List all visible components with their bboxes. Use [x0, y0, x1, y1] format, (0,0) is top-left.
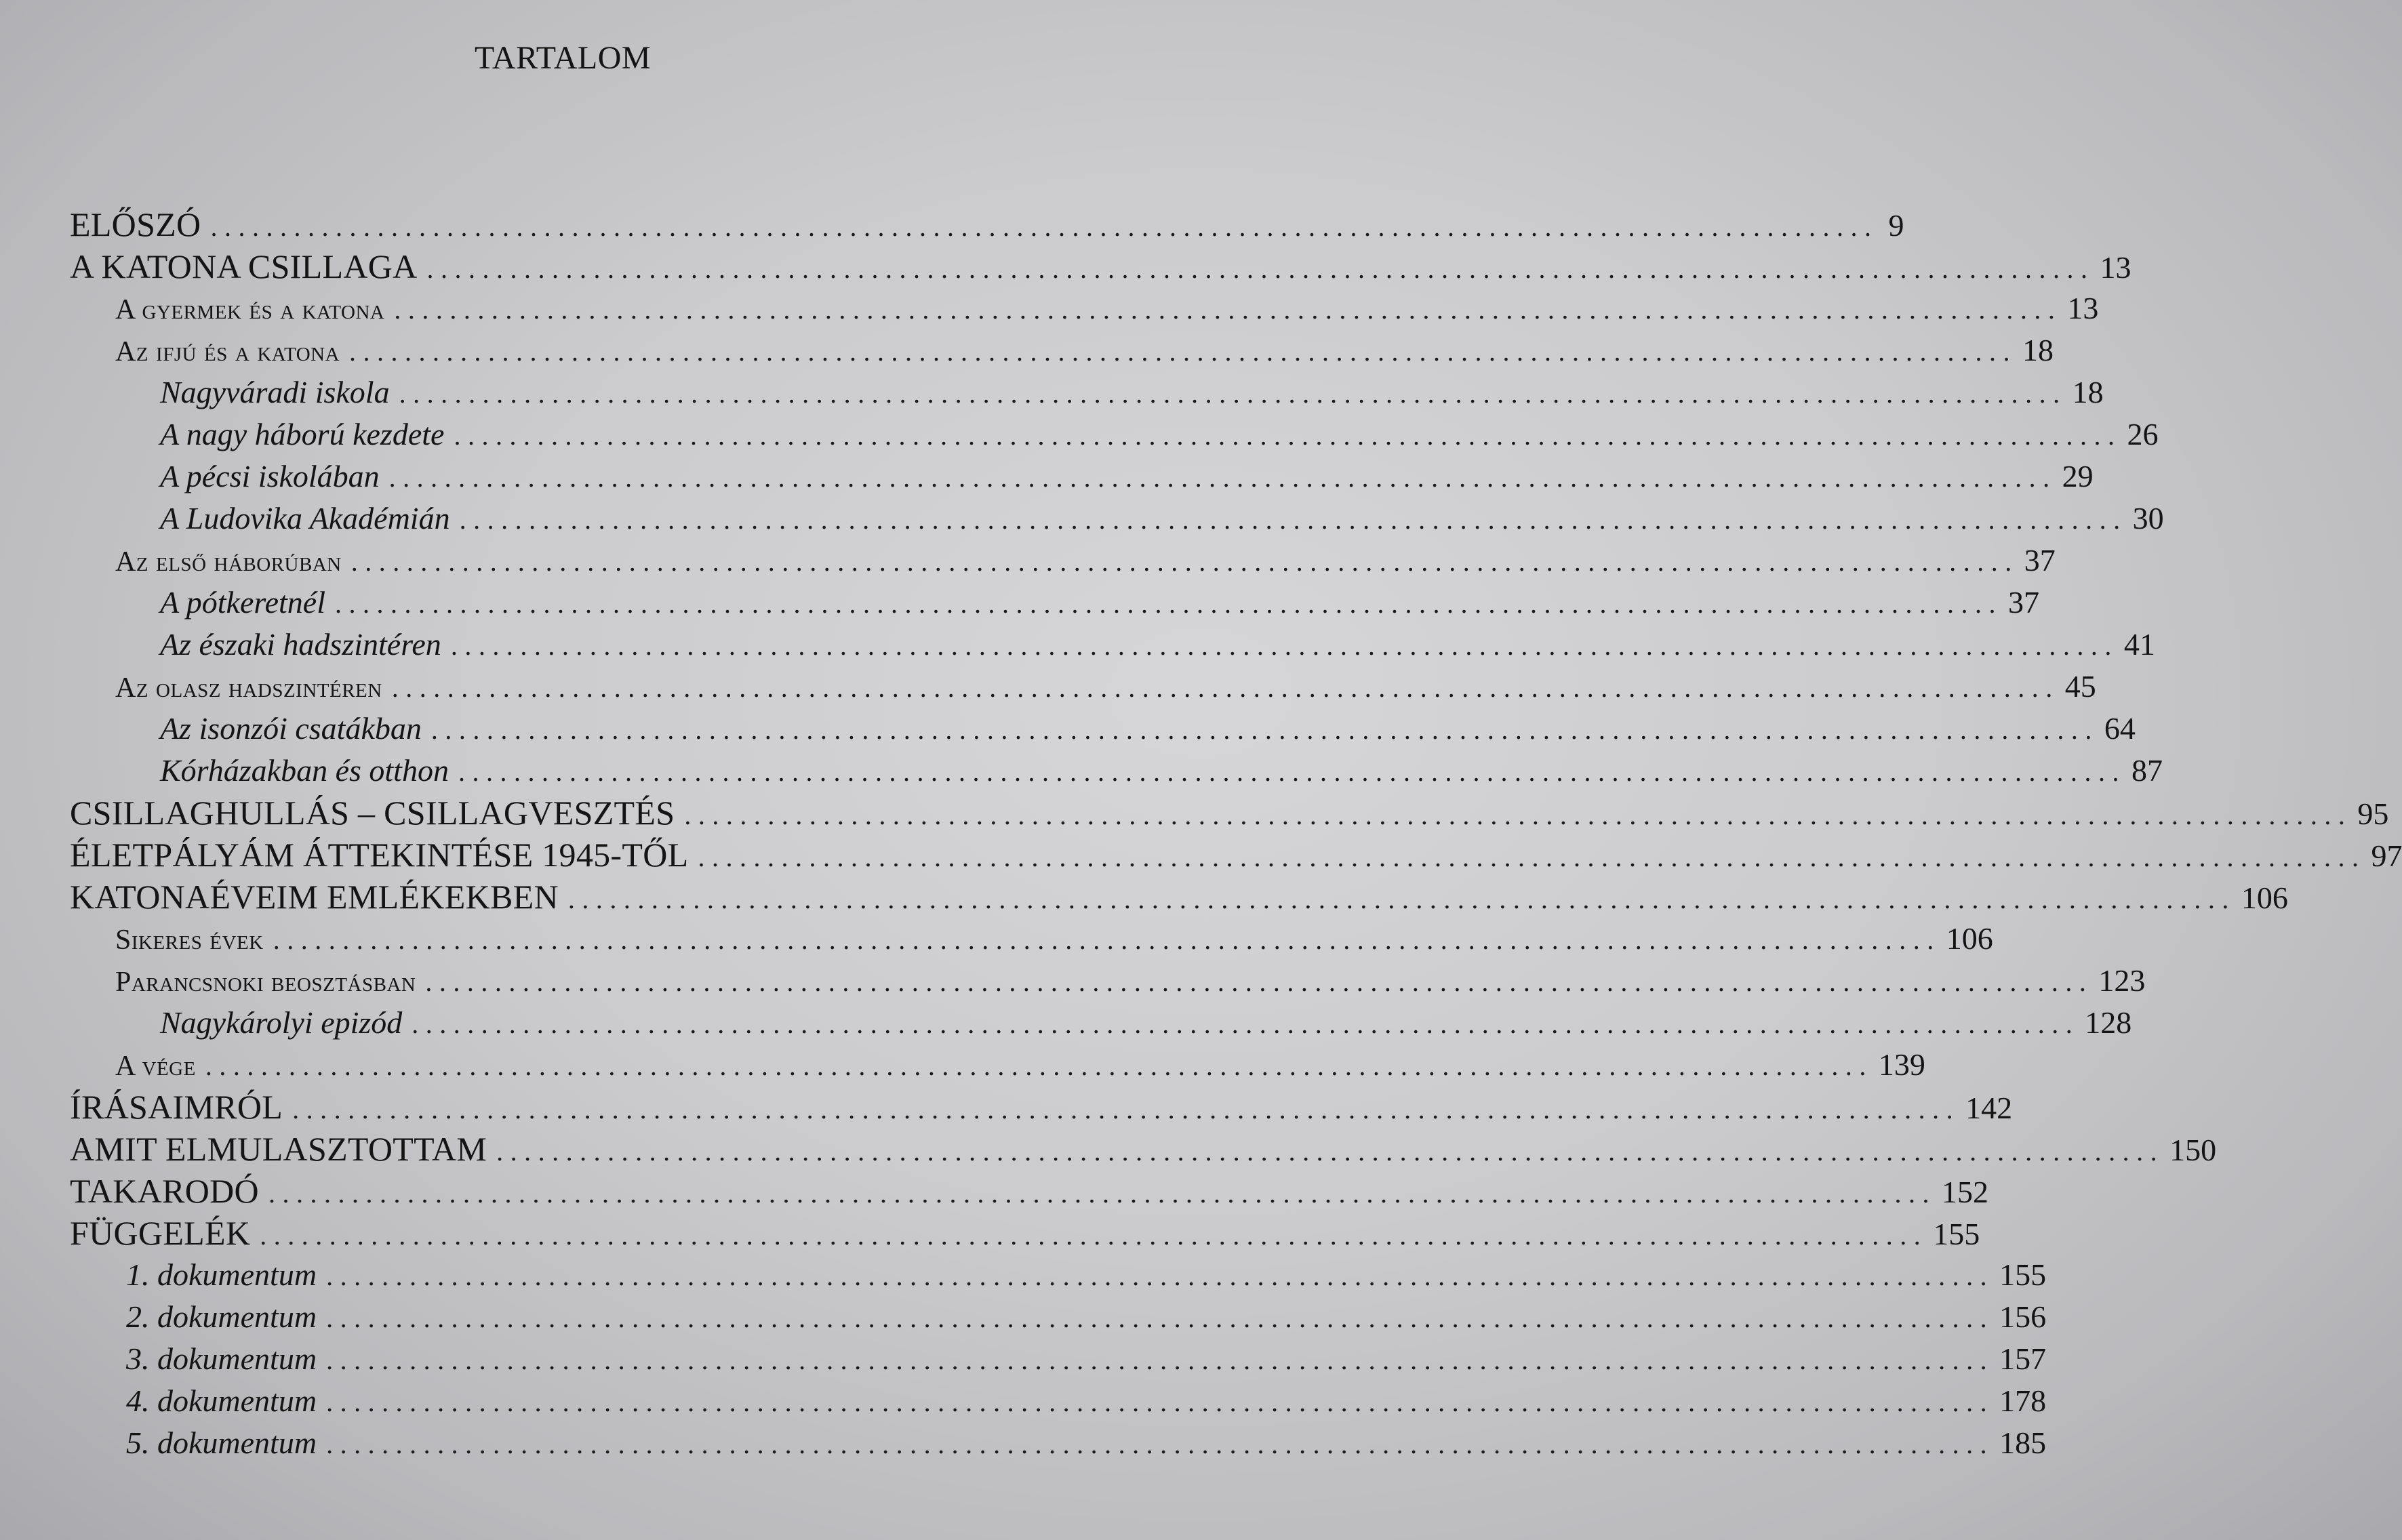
dot-leader: ........................................................................................................................: [326, 1303, 1995, 1333]
dot-leader: ........................................................................................................................: [326, 1345, 1995, 1375]
toc-entry: [0, 413, 2159, 455]
dot-leader: ........................................................................................................................: [458, 756, 2126, 787]
toc-entry: [0, 540, 2056, 582]
toc-entry-page: 142: [1965, 1091, 2013, 1125]
toc-entry-label: A gyermek és a katona: [115, 294, 385, 325]
toc-entry: [0, 371, 2104, 413]
toc-entry-label: Az ifjú és a katona: [115, 336, 340, 367]
toc-entry-label: 2. dokumentum: [126, 1299, 317, 1334]
dot-leader: ........................................................................................................................: [334, 588, 2003, 619]
toc-entry-label: CSILLAGHULLÁS – CSILLAGVESZTÉS: [70, 794, 675, 832]
toc-entry-label: 1. dokumentum: [126, 1257, 317, 1292]
toc-entry-label: 5. dokumentum: [126, 1425, 317, 1460]
dot-leader: ........................................................................................................................: [454, 420, 2122, 451]
toc-entry-page: 13: [2100, 250, 2131, 285]
toc-entry-label: Sikeres évek: [115, 925, 264, 956]
toc-entry-page: 18: [2072, 375, 2104, 409]
toc-entry-label: FÜGGELÉK: [70, 1214, 251, 1252]
toc-entry-page: 128: [2085, 1005, 2132, 1040]
dot-leader: ........................................................................................................................: [459, 504, 2127, 535]
toc-entry-page: 30: [2132, 501, 2164, 535]
dot-leader: ........................................................................................................................: [684, 800, 2353, 830]
toc-entry-label: Az északi hadszintéren: [160, 627, 441, 662]
toc-entry: [0, 1212, 1980, 1254]
toc-entry: [0, 1338, 2047, 1380]
dot-leader: ........................................................................................................................: [351, 546, 2019, 577]
toc-entry-label: AMIT ELMULASZTOTTAM: [70, 1130, 487, 1168]
toc-entry: [0, 960, 2146, 1002]
toc-entry-label: Az olasz hadszintéren: [115, 672, 382, 704]
toc-entry-label: ELŐSZÓ: [70, 205, 201, 243]
toc-entry-page: 106: [1946, 921, 1993, 956]
dot-leader: ........................................................................................................................: [326, 1429, 1995, 1459]
toc-entry: [0, 1128, 2217, 1170]
dot-leader: ........................................................................................................................: [394, 294, 2062, 325]
dot-leader: ........................................................................................................................: [412, 1009, 2080, 1039]
toc-entry-label: A pótkeretnél: [160, 585, 325, 620]
toc-entry-label: Nagykárolyi epizód: [160, 1005, 403, 1040]
toc-entry: [0, 1254, 2047, 1296]
table-of-contents: [0, 203, 2402, 1464]
toc-entry-page: 87: [2131, 753, 2163, 788]
toc-entry-page: 152: [1941, 1175, 1988, 1209]
toc-entry-page: 18: [2022, 333, 2054, 367]
dot-leader: ........................................................................................................................: [205, 1051, 1873, 1081]
toc-entry: [0, 203, 1904, 245]
toc-entry-page: 155: [1933, 1217, 1980, 1251]
dot-leader: ........................................................................................................................: [349, 336, 2018, 367]
toc-entry: [0, 1296, 2047, 1338]
toc-entry-page: 185: [1999, 1425, 2047, 1460]
toc-entry: [0, 245, 2131, 287]
dot-leader: ........................................................................................................................: [326, 1387, 1995, 1417]
dot-leader: ........................................................................................................................: [567, 884, 2236, 914]
dot-leader: ........................................................................................................................: [326, 1261, 1995, 1291]
toc-entry-page: 155: [1999, 1257, 2047, 1292]
toc-entry-page: 178: [1999, 1383, 2047, 1418]
toc-entry-page: 37: [2007, 585, 2039, 620]
toc-entry: [0, 1086, 2013, 1128]
toc-entry-label: KATONAÉVEIM EMLÉKEKBEN: [70, 878, 559, 916]
toc-entry-page: 41: [2123, 627, 2155, 662]
toc-entry: [0, 792, 2389, 834]
toc-entry: [0, 455, 2094, 498]
toc-entry: [0, 1044, 1925, 1086]
toc-entry-page: 106: [2241, 880, 2288, 915]
toc-entry-page: 95: [2357, 796, 2389, 831]
toc-entry-label: Az első háborúban: [115, 546, 342, 578]
toc-entry-page: 97: [2371, 838, 2402, 873]
toc-entry: [0, 582, 2039, 624]
toc-entry-page: 150: [2169, 1133, 2217, 1167]
dot-leader: ........................................................................................................................: [425, 967, 2094, 997]
toc-entry-page: 156: [1999, 1299, 2047, 1334]
toc-entry-label: Parancsnoki beosztásban: [115, 967, 416, 998]
toc-entry-page: 123: [2098, 963, 2146, 998]
toc-entry: [0, 1380, 2047, 1422]
toc-entry-label: A nagy háború kezdete: [160, 417, 445, 451]
toc-entry: [0, 918, 1993, 960]
toc-entry-page: 26: [2127, 417, 2159, 451]
toc-entry-label: TAKARODÓ: [70, 1172, 259, 1210]
toc-entry: [0, 708, 2136, 750]
toc-entry: [0, 498, 2164, 540]
toc-entry-page: 45: [2064, 669, 2096, 704]
toc-entry-page: 13: [2067, 291, 2099, 325]
toc-entry: [0, 876, 2288, 918]
dot-leader: ........................................................................................................................: [273, 925, 1941, 955]
dot-leader: ........................................................................................................................: [426, 254, 2095, 284]
toc-entry-label: 4. dokumentum: [126, 1383, 317, 1418]
dot-leader: ........................................................................................................................: [292, 1094, 1961, 1124]
toc-entry: [0, 834, 2402, 876]
page-title: TARTALOM: [474, 40, 652, 76]
toc-entry: [0, 287, 2099, 329]
toc-entry: [0, 329, 2054, 371]
toc-entry-label: A pécsi iskolában: [160, 459, 380, 493]
toc-entry-label: Az isonzói csatákban: [160, 711, 422, 746]
toc-entry-label: A Ludovika Akadémián: [160, 501, 450, 535]
toc-entry-label: ÍRÁSAIMRÓL: [70, 1088, 283, 1126]
dot-leader: ........................................................................................................................: [496, 1136, 2165, 1167]
dot-leader: ........................................................................................................................: [260, 1220, 1928, 1251]
toc-entry: [0, 666, 2096, 708]
dot-leader: ........................................................................................................................: [698, 842, 2366, 872]
toc-entry: [0, 1422, 2047, 1464]
dot-leader: ........................................................................................................................: [268, 1178, 1936, 1209]
toc-entry: [0, 624, 2155, 666]
toc-entry-page: 9: [1888, 208, 1904, 243]
toc-entry-label: 3. dokumentum: [126, 1341, 317, 1376]
toc-entry-label: ÉLETPÁLYÁM ÁTTEKINTÉSE 1945-TŐL: [70, 836, 689, 874]
toc-entry-label: Kórházakban és otthon: [160, 753, 449, 788]
dot-leader: ........................................................................................................................: [399, 378, 2067, 409]
toc-entry: [0, 750, 2163, 792]
toc-entry: [0, 1002, 2132, 1044]
dot-leader: ........................................................................................................................: [450, 630, 2119, 661]
toc-entry-page: 37: [2024, 543, 2056, 578]
dot-leader: ........................................................................................................................: [431, 714, 2099, 745]
toc-entry-label: Nagyváradi iskola: [160, 375, 390, 409]
toc-entry-page: 157: [1999, 1341, 2047, 1376]
dot-leader: ........................................................................................................................: [210, 211, 1879, 242]
toc-entry-page: 139: [1878, 1047, 1925, 1082]
toc-entry-label: A KATONA CSILLAGA: [70, 247, 418, 285]
toc-entry-label: A vége: [115, 1051, 196, 1082]
toc-entry: [0, 1170, 1988, 1212]
dot-leader: ........................................................................................................................: [388, 462, 2057, 493]
toc-entry-page: 64: [2104, 711, 2136, 746]
toc-entry-page: 29: [2062, 459, 2094, 493]
dot-leader: ........................................................................................................................: [391, 672, 2060, 703]
